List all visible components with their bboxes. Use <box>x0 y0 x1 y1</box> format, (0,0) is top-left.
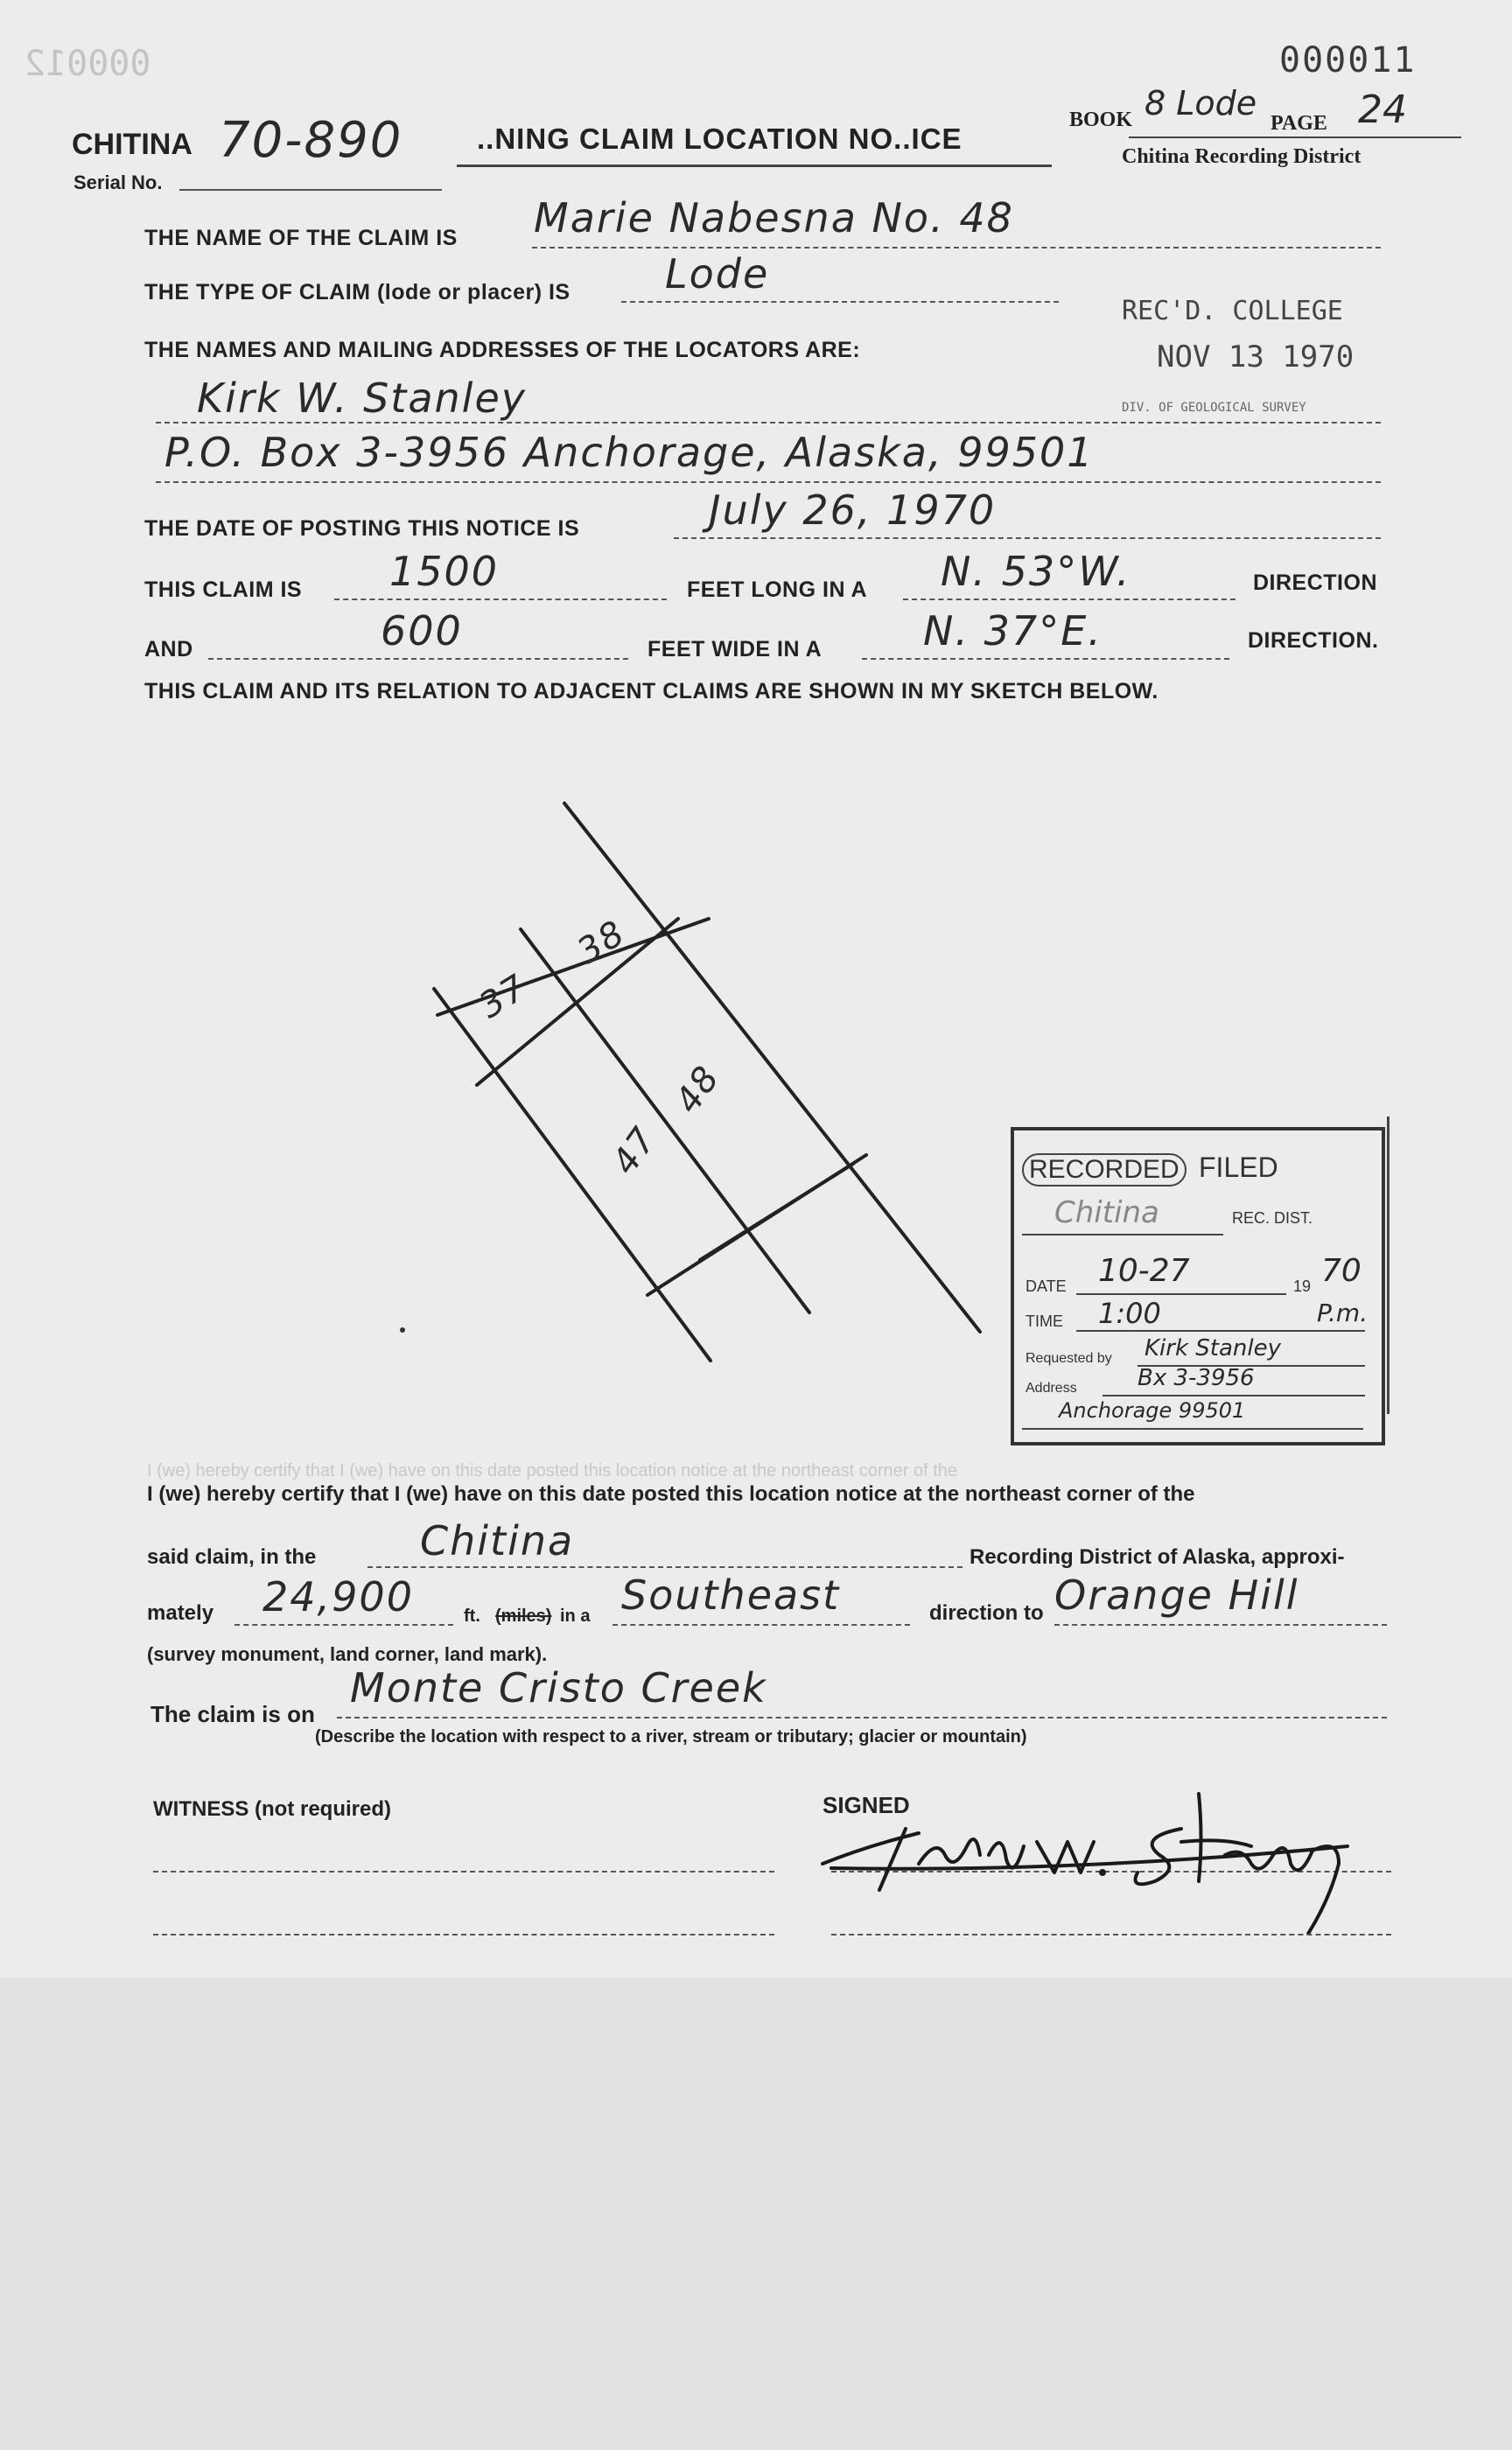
stamp-year-value: 70 <box>1321 1253 1362 1289</box>
book-value: 8 Lode <box>1144 84 1257 122</box>
filed-label: FILED <box>1199 1152 1278 1183</box>
locator-name: Kirk W. Stanley <box>197 374 527 422</box>
length-prefix: THIS CLAIM IS <box>144 578 303 602</box>
cert-location-value: Monte Cristo Creek <box>350 1664 767 1712</box>
cert-district-value: Chitina <box>420 1517 575 1564</box>
locators-label: THE NAMES AND MAILING ADDRESSES OF THE LOCATORS ARE: <box>144 338 861 362</box>
serial-value: 70-890 <box>219 112 403 169</box>
claim-name-value: Marie Nabesna No. 48 <box>534 194 1014 242</box>
length-value: 1500 <box>389 548 500 595</box>
claim-type-value: Lode <box>665 250 770 298</box>
stamp-address-label: Address <box>1026 1381 1077 1396</box>
cert-district-line <box>368 1566 962 1568</box>
stamp-address-line <box>1102 1395 1365 1396</box>
sketch-label-48: 48 <box>667 1058 729 1121</box>
cert-line2-suffix: Recording District of Alaska, approxi- <box>970 1545 1345 1569</box>
width-suffix: DIRECTION. <box>1248 628 1379 653</box>
signed-line-2 <box>831 1934 1391 1936</box>
stamp-district: Chitina <box>1054 1195 1159 1230</box>
width-value: 600 <box>381 607 463 654</box>
date-value: July 26, 1970 <box>709 486 997 534</box>
cert-unit: ft. <box>464 1606 480 1626</box>
document-number: 000011 <box>1279 40 1417 80</box>
width-mid: FEET WIDE IN A <box>648 637 822 662</box>
stamp-address-value: Bx 3-3956 <box>1138 1365 1255 1391</box>
stamp-date-value: 10-27 <box>1098 1253 1190 1289</box>
witness-line-2 <box>153 1934 774 1936</box>
stamp-address-line2-rule <box>1022 1428 1363 1430</box>
width-direction: N. 37°E. <box>923 607 1102 654</box>
cert-line2-prefix: said claim, in the <box>147 1545 317 1569</box>
sketch-cross-bottom <box>700 1164 853 1260</box>
sketch-label-38: 38 <box>570 912 633 973</box>
cert-distance-value: 24,900 <box>262 1573 414 1620</box>
page-label: PAGE <box>1270 112 1327 135</box>
stamp-time-suffix: P.m. <box>1317 1298 1368 1327</box>
cert-line3-prefix: mately <box>147 1601 214 1625</box>
width-prefix: AND <box>144 637 193 662</box>
length-direction: N. 53°W. <box>941 548 1131 595</box>
cert-line3-mid: direction to <box>929 1601 1044 1625</box>
cert-line4: (survey monument, land corner, land mark). <box>147 1643 548 1665</box>
signed-label: SIGNED <box>822 1792 910 1818</box>
date-label: THE DATE OF POSTING THIS NOTICE IS <box>144 516 580 541</box>
cert-landmark-line <box>1054 1624 1387 1626</box>
page-value: 24 <box>1358 88 1407 132</box>
witness-label: WITNESS (not required) <box>153 1797 391 1821</box>
cert-line1: I (we) hereby certify that I (we) have on this date posted this location notice at the northeast corner of the <box>147 1482 1195 1506</box>
sketch-line-left <box>434 989 710 1361</box>
received-stamp-line1: REC'D. COLLEGE <box>1122 296 1343 326</box>
stamp-district-line <box>1022 1234 1223 1236</box>
ghost-mirror-number: 000012 <box>24 44 151 84</box>
received-stamp-date: NOV 13 1970 <box>1157 340 1354 374</box>
form-title: ..NING CLAIM LOCATION NO..ICE <box>477 122 962 155</box>
page-bottom-margin <box>0 1978 1512 2450</box>
serial-label: Serial No. <box>74 172 163 193</box>
sketch-line-middle <box>521 929 809 1312</box>
sketch-label-47: 47 <box>604 1119 666 1182</box>
cert-distance-line <box>234 1624 453 1626</box>
sketch-label-37: 37 <box>472 966 535 1027</box>
stamp-date-line <box>1076 1293 1286 1295</box>
book-label: BOOK <box>1069 108 1133 131</box>
signature <box>814 1759 1374 1934</box>
cert-location-line <box>337 1717 1387 1718</box>
stamp-year-prefix: 19 <box>1293 1278 1312 1295</box>
locator-address: P.O. Box 3-3956 Anchorage, Alaska, 99501 <box>164 429 1095 476</box>
stamp-time-value: 1:00 <box>1098 1297 1161 1330</box>
length-mid: FEET LONG IN A <box>687 578 868 602</box>
cert-in: in a <box>560 1606 591 1626</box>
recorded-stamp-outer-right <box>1387 1116 1390 1414</box>
stamp-date-label: DATE <box>1026 1278 1067 1295</box>
cert-landmark-value: Orange Hill <box>1054 1572 1299 1619</box>
recorded-label: RECORDED <box>1022 1153 1186 1186</box>
cert-location-label: The claim is on <box>150 1701 315 1727</box>
stamp-address-line2: Anchorage 99501 <box>1059 1398 1246 1423</box>
received-stamp-line3: DIV. OF GEOLOGICAL SURVEY <box>1122 401 1306 415</box>
witness-line-1 <box>153 1871 774 1872</box>
length-suffix: DIRECTION <box>1253 570 1377 595</box>
stamp-requested-label: Requested by <box>1026 1351 1112 1366</box>
stamp-time-label: TIME <box>1026 1312 1063 1330</box>
claim-name-label: THE NAME OF THE CLAIM IS <box>144 226 458 250</box>
cert-location-note: (Describe the location with respect to a river, stream or tributary; glacier or mountain) <box>315 1727 1027 1746</box>
district-label: Chitina Recording District <box>1122 145 1362 168</box>
sketch-caption: THIS CLAIM AND ITS RELATION TO ADJACENT CLAIMS ARE SHOWN IN MY SKETCH BELOW. <box>144 679 1158 704</box>
cert-direction-value: Southeast <box>621 1572 841 1619</box>
stamp-rec-dist: REC. DIST. <box>1232 1209 1313 1227</box>
stamp-time-line <box>1076 1330 1365 1332</box>
cert-miles: (miles) <box>495 1606 552 1626</box>
district-short: CHITINA <box>72 128 192 161</box>
cert-direction-line <box>612 1624 910 1626</box>
stamp-requested-value: Kirk Stanley <box>1144 1335 1281 1362</box>
ghost-bleed-through: I (we) hereby certify that I (we) have on this date posted this location notice at the northeast corner of the <box>147 1461 958 1480</box>
claim-type-label: THE TYPE OF CLAIM (lode or placer) IS <box>144 280 570 304</box>
